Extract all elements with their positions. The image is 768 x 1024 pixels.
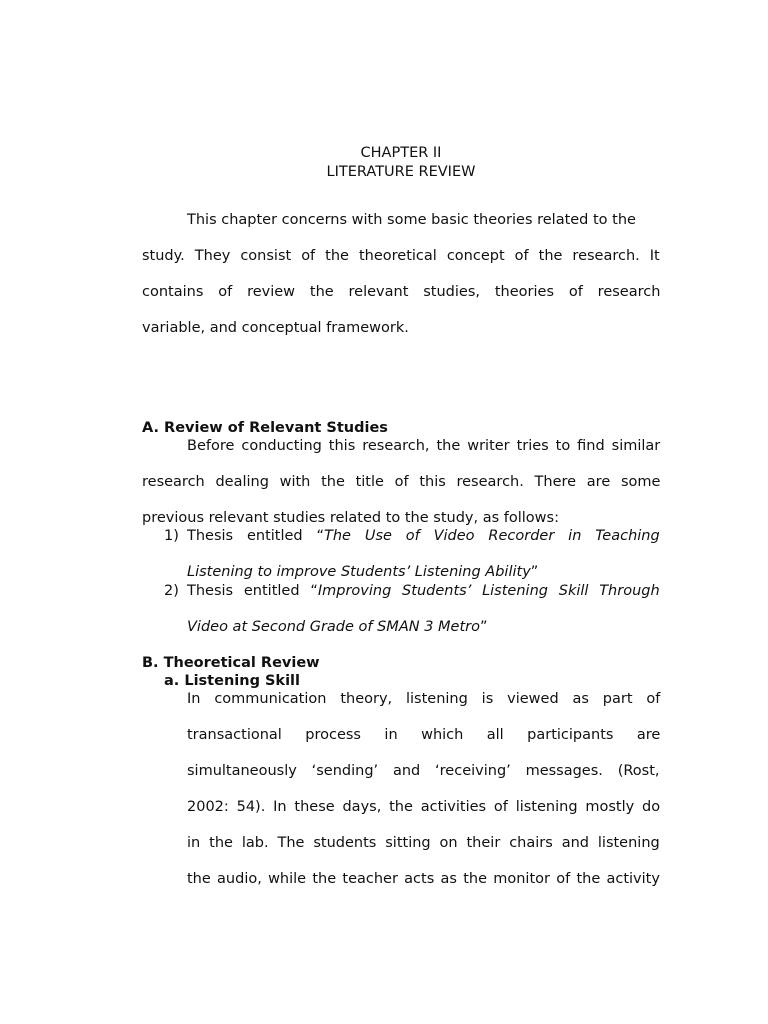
list-item-line-2: Listening to improve Students’ Listening Ability” [187,564,539,580]
section-b-heading: B. Theoretical Review [142,655,320,671]
intro-line-3: contains of review the relevant studies, theories of research [142,284,661,300]
intro-line-1: This chapter concerns with some basic theories related to the [187,212,636,228]
list-item-line-1: Thesis entitled “Improving Students’ Listening Skill Through [187,583,660,599]
section-b-line-2: transactional process in which all participants are [187,727,661,743]
section-b-line-4: 2002: 54). In these days, the activities of listening mostly do [187,799,661,815]
subsection-heading: a. Listening Skill [164,673,300,689]
list-item-marker: 1) [164,528,179,544]
section-a-line-1: Before conducting this research, the writer tries to find similar [187,438,661,454]
section-a-heading: A. Review of Relevant Studies [142,420,388,436]
section-a-line-2: research dealing with the title of this research. There are some [142,474,661,490]
chapter-number: CHAPTER II [360,145,442,161]
section-b-line-3: simultaneously ‘sending’ and ‘receiving’ messages. (Rost, [187,763,660,779]
list-item-marker: 2) [164,583,179,599]
chapter-title: LITERATURE REVIEW [326,164,476,180]
list-item-line-1: Thesis entitled “The Use of Video Recorder in Teaching [187,528,660,544]
intro-line-2: study. They consist of the theoretical concept of the research. It [142,248,660,264]
list-item-line-2: Video at Second Grade of SMAN 3 Metro” [187,619,488,635]
section-b-line-1: In communication theory, listening is viewed as part of [187,691,661,707]
section-a-line-3: previous relevant studies related to the study, as follows: [142,510,559,526]
section-b-line-5: in the lab. The students sitting on their chairs and listening [187,835,660,851]
section-b-line-6: the audio, while the teacher acts as the monitor of the activity [187,871,660,887]
intro-line-4: variable, and conceptual framework. [142,320,409,336]
